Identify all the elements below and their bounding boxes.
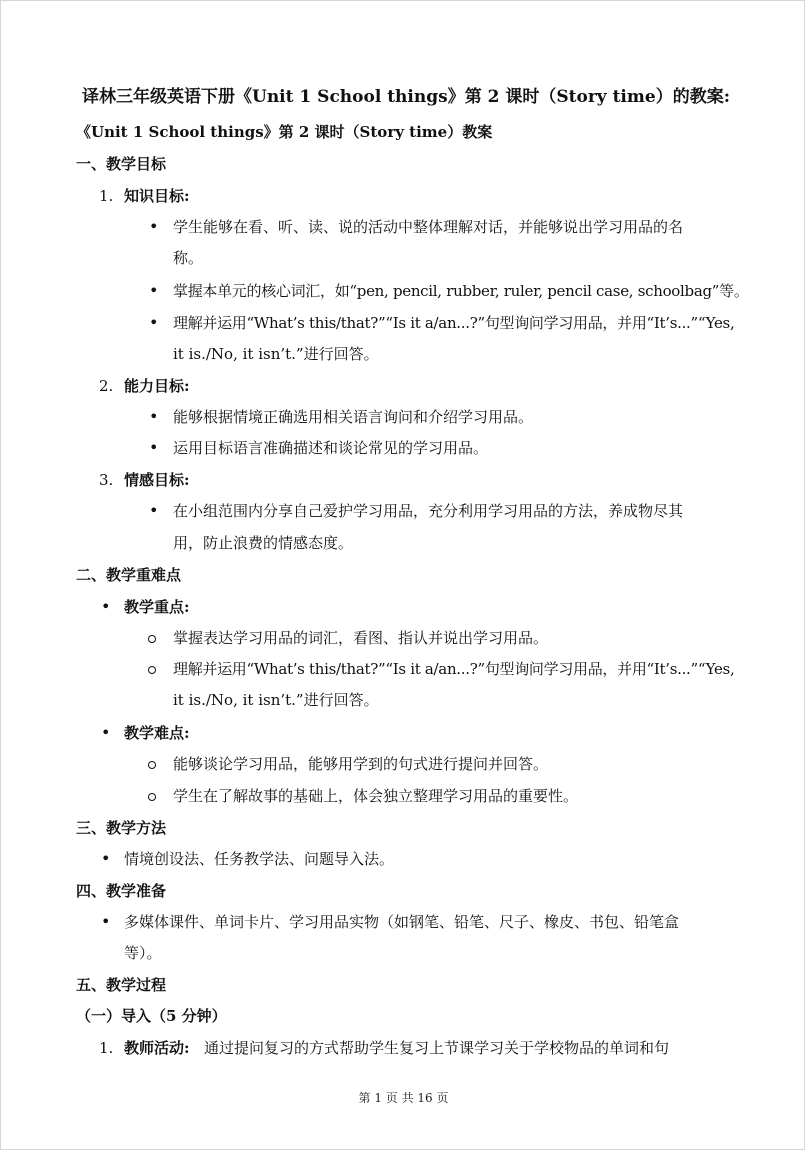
emotional-goals-label: 情感目标: [124,471,190,489]
list-item-text: 能够谈论学习用品，能够用学到的句式进行提问并回答。 [173,755,549,773]
list-item-text: 运用目标语言准确描述和谈论常见的学习用品。 [173,439,489,457]
list-item-text: 学生在了解故事的基础上，体会独立整理学习用品的重要性。 [173,787,579,805]
list-number: 3. [99,471,114,489]
subsection-heading-intro: （一）导入（5 分钟） [76,1007,227,1025]
bullet-icon: • [149,313,159,332]
list-item-text: 能够根据情境正确选用相关语言询问和介绍学习用品。 [173,408,534,426]
ability-goals-label: 能力目标: [124,377,190,395]
page-footer: 第 1 页 共 16 页 [358,1091,449,1105]
bullet-icon: • [149,407,159,426]
list-item-text: 学生能够在看、听、读、说的活动中整体理解对话，并能够说出学习用品的名 [173,218,684,236]
bullet-icon: • [149,438,159,457]
bullet-icon: • [101,849,111,868]
list-item-text: it is./No, it isn’t.”进行回答。 [173,691,379,709]
list-item-text: 情境创设法、任务教学法、问题导入法。 [124,850,395,868]
list-item-text: 掌握表达学习用品的词汇，看图、指认并说出学习用品。 [173,629,549,647]
bullet-icon: • [101,597,111,616]
list-number: 2. [99,377,114,395]
list-number: 1. [99,187,114,205]
list-item-text: 掌握本单元的核心词汇，如“pen, pencil, rubber, ruler, pencil case, schoolbag”等。 [173,282,749,300]
bullet-icon: • [149,501,159,520]
section-heading-key-points: 二、教学重难点 [76,566,182,584]
section-heading-preparation: 四、教学准备 [76,882,167,900]
list-item-text: 用，防止浪费的情感态度。 [173,534,354,552]
list-item-text: 理解并运用“What’s this/that?”“Is it a/an...?”句型询问学习用品，并用“It’s...”“Yes, [173,660,735,678]
section-heading-process: 五、教学过程 [76,976,167,994]
circle-bullet-icon [148,635,156,643]
key-points-label: 教学重点: [124,598,190,616]
circle-bullet-icon [148,793,156,801]
circle-bullet-icon [148,666,156,674]
list-item-text: 在小组范围内分享自己爱护学习用品，充分利用学习用品的方法，养成物尽其 [173,502,684,520]
section-heading-objectives: 一、教学目标 [76,155,167,173]
list-number: 1. [99,1039,114,1057]
list-item-text: 理解并运用“What’s this/that?”“Is it a/an...?”句型询问学习用品，并用“It’s...”“Yes, [173,314,735,332]
bullet-icon: • [101,723,111,742]
list-item-text: 通过提问复习的方式帮助学生复习上节课学习关于学校物品的单词和句 [204,1039,670,1057]
teacher-activity-label: 教师活动: [124,1039,190,1057]
list-item-text: 多媒体课件、单词卡片、学习用品实物（如钢笔、铅笔、尺子、橡皮、书包、铅笔盒 [124,913,680,931]
bullet-icon: • [149,281,159,300]
difficult-points-label: 教学难点: [124,724,190,742]
list-item-text: 等）。 [124,944,162,962]
bullet-icon: • [149,217,159,236]
list-item-text: 称。 [173,249,204,267]
list-item-text: it is./No, it isn’t.”进行回答。 [173,345,379,363]
section-heading-methods: 三、教学方法 [76,819,167,837]
bullet-icon: • [101,912,111,931]
knowledge-goals-label: 知识目标: [124,187,190,205]
document-subtitle: 《Unit 1 School things》第 2 课时（Story time）教案 [76,123,493,141]
document-title: 译林三年级英语下册《Unit 1 School things》第 2 课时（Story time）的教案: [82,87,730,107]
circle-bullet-icon [148,761,156,769]
